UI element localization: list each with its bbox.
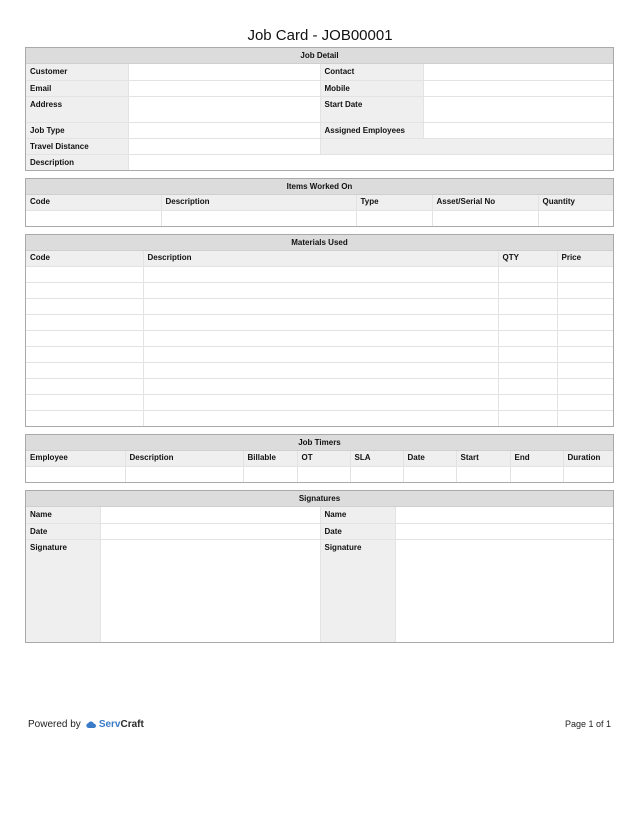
mobile-field: [423, 80, 613, 96]
table-cell: [456, 466, 510, 482]
table-cell: [26, 298, 143, 314]
table-row: [26, 466, 613, 482]
table-cell: [498, 314, 557, 330]
table-cell: [243, 466, 297, 482]
table-header-row: [26, 195, 613, 210]
table-cell: [557, 362, 613, 378]
table-cell: [26, 330, 143, 346]
table-cell: [26, 362, 143, 378]
table-cell: [143, 346, 498, 362]
table-row: [26, 282, 613, 298]
column-header: Type: [356, 195, 432, 210]
section-heading: Items Worked On: [26, 179, 613, 195]
table-cell: [557, 346, 613, 362]
table-row: [26, 507, 613, 523]
brand-craft: Craft: [120, 719, 144, 730]
table-cell: [143, 378, 498, 394]
column-header: Asset/Serial No: [432, 195, 538, 210]
table-cell: [557, 394, 613, 410]
table-cell: [26, 314, 143, 330]
table-cell: [557, 410, 613, 426]
table-cell: [403, 466, 456, 482]
table-cell: [143, 266, 498, 282]
field-label: Assigned Employees: [320, 122, 423, 138]
items-table: [26, 195, 613, 226]
table-row: [26, 64, 613, 80]
table-cell: [26, 466, 125, 482]
signatures-section: [25, 490, 614, 643]
field-label: Mobile: [320, 80, 423, 96]
assigned-employees-field: [423, 122, 613, 138]
job-detail-table: [26, 64, 613, 170]
table-row: [26, 330, 613, 346]
field-label: Address: [26, 96, 128, 122]
column-header: Billable: [243, 451, 297, 466]
job-type-field: [128, 122, 320, 138]
column-header: Employee: [26, 451, 125, 466]
table-row: [26, 394, 613, 410]
powered-by: [28, 719, 144, 730]
field-label: Signature: [26, 539, 100, 642]
table-cell: [498, 378, 557, 394]
page-title: Job Card - JOB00001: [247, 27, 393, 44]
table-row: [26, 122, 613, 138]
section-heading: Job Detail: [26, 48, 613, 64]
table-cell: [563, 466, 613, 482]
table-cell: [350, 466, 403, 482]
items-worked-on-section: [25, 178, 614, 227]
column-header: Quantity: [538, 195, 613, 210]
column-header: Description: [125, 451, 243, 466]
contact-field: [423, 64, 613, 80]
table-cell: [143, 314, 498, 330]
table-cell: [26, 210, 161, 226]
table-row: [26, 96, 613, 122]
table-row: [26, 362, 613, 378]
column-header: SLA: [350, 451, 403, 466]
signer-name-field: [395, 507, 613, 523]
table-row: [26, 314, 613, 330]
field-label: Signature: [320, 539, 395, 642]
signature-date-field: [395, 523, 613, 539]
description-field: [128, 154, 613, 170]
table-cell: [143, 394, 498, 410]
signatures-table: [26, 507, 613, 642]
table-cell: [557, 282, 613, 298]
column-header: Duration: [563, 451, 613, 466]
field-label: Customer: [26, 64, 128, 80]
table-row: [26, 210, 613, 226]
cloud-icon: [86, 721, 96, 728]
field-label: Job Type: [26, 122, 128, 138]
materials-table: [26, 251, 613, 426]
table-cell: [498, 266, 557, 282]
column-header: Start: [456, 451, 510, 466]
table-row: [26, 154, 613, 170]
field-label: Travel Distance: [26, 138, 128, 154]
table-header-row: [26, 251, 613, 266]
servcraft-logo: [86, 719, 144, 730]
table-header-row: [26, 451, 613, 466]
table-cell: [557, 378, 613, 394]
table-cell: [510, 466, 563, 482]
table-cell: [26, 410, 143, 426]
table-row: [26, 410, 613, 426]
table-cell: [498, 282, 557, 298]
column-header: Code: [26, 195, 161, 210]
table-cell: [26, 282, 143, 298]
table-cell: [498, 410, 557, 426]
signature-box: [395, 539, 613, 642]
column-header: Price: [557, 251, 613, 266]
page-number: Page 1 of 1: [564, 719, 611, 729]
column-header: Description: [161, 195, 356, 210]
address-field: [128, 96, 320, 122]
field-label: Name: [320, 507, 395, 523]
table-row: [26, 266, 613, 282]
table-row: [26, 523, 613, 539]
travel-distance-field: [128, 138, 320, 154]
table-row: [26, 346, 613, 362]
column-header: Code: [26, 251, 143, 266]
table-cell: [356, 210, 432, 226]
column-header: Date: [403, 451, 456, 466]
table-cell: [498, 330, 557, 346]
job-timers-table: [26, 451, 613, 482]
table-cell: [26, 266, 143, 282]
column-header: Description: [143, 251, 498, 266]
customer-field: [128, 64, 320, 80]
signature-date-field: [100, 523, 320, 539]
brand-serv: Serv: [98, 719, 121, 730]
start-date-field: [423, 96, 613, 122]
field-label: Start Date: [320, 96, 423, 122]
table-cell: [161, 210, 356, 226]
job-timers-section: [25, 434, 614, 483]
table-cell: [538, 210, 613, 226]
email-field: [128, 80, 320, 96]
field-label: Contact: [320, 64, 423, 80]
table-cell: [498, 362, 557, 378]
empty-cell: [320, 138, 613, 154]
table-cell: [143, 362, 498, 378]
field-label: Date: [320, 523, 395, 539]
table-cell: [557, 266, 613, 282]
table-row: [26, 378, 613, 394]
table-cell: [557, 298, 613, 314]
table-cell: [125, 466, 243, 482]
table-cell: [143, 410, 498, 426]
table-row: [26, 539, 613, 642]
materials-used-section: [25, 234, 614, 427]
table-cell: [498, 346, 557, 362]
table-cell: [143, 282, 498, 298]
table-row: [26, 298, 613, 314]
table-cell: [143, 298, 498, 314]
table-cell: [297, 466, 350, 482]
section-heading: Materials Used: [26, 235, 613, 251]
table-cell: [26, 346, 143, 362]
table-cell: [498, 298, 557, 314]
table-cell: [557, 330, 613, 346]
table-cell: [557, 314, 613, 330]
table-cell: [26, 378, 143, 394]
signer-name-field: [100, 507, 320, 523]
field-label: Name: [26, 507, 100, 523]
field-label: Date: [26, 523, 100, 539]
table-cell: [143, 330, 498, 346]
signature-box: [100, 539, 320, 642]
job-detail-section: [25, 47, 614, 171]
column-header: OT: [297, 451, 350, 466]
column-header: QTY: [498, 251, 557, 266]
section-heading: Signatures: [26, 491, 613, 507]
table-row: [26, 138, 613, 154]
column-header: End: [510, 451, 563, 466]
table-row: [26, 80, 613, 96]
section-heading: Job Timers: [26, 435, 613, 451]
table-cell: [432, 210, 538, 226]
field-label: Description: [26, 154, 128, 170]
powered-by-label: Powered by: [28, 719, 81, 730]
table-cell: [26, 394, 143, 410]
field-label: Email: [26, 80, 128, 96]
table-cell: [498, 394, 557, 410]
